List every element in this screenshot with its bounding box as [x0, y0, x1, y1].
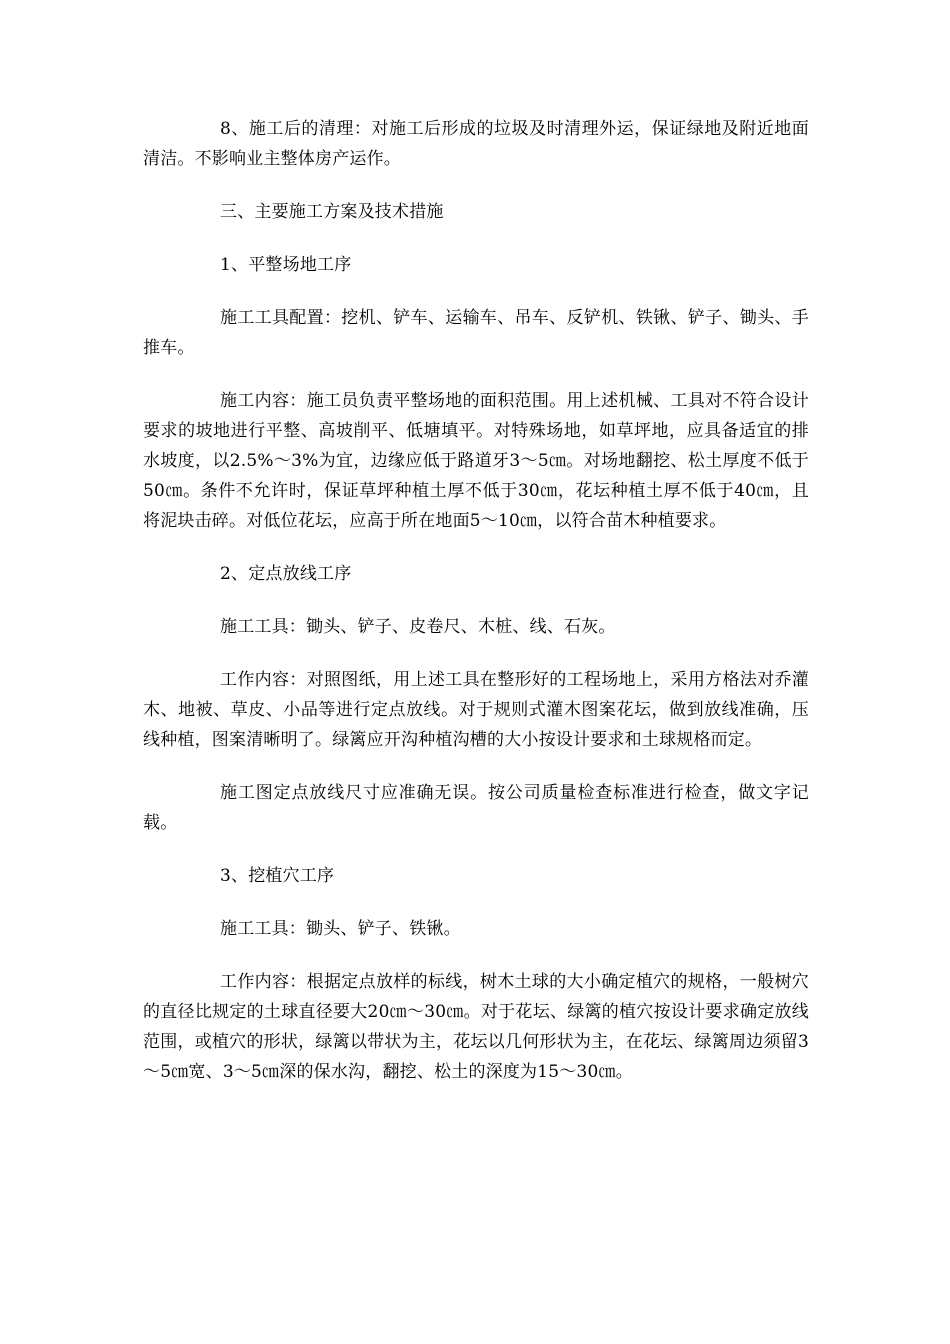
- subheading-site-leveling: 1、平整场地工序: [220, 255, 352, 275]
- paragraph-digging-content: 工作内容：根据定点放样的标线，树木土球的大小确定植穴的规格，一般树穴的直径比规定的土球直径要大20㎝～30㎝。对于花坛、绿篱的植穴按设计要求确定放线范围，或植穴的形状，绿篱以带状为主，花坛以几何形状为主，在花坛、绿篱周边须留3～5㎝宽、3～5㎝深的保水沟，翻挖、松土的深度为15～30㎝。: [143, 972, 809, 1082]
- paragraph-cleanup: 8、施工后的清理：对施工后形成的垃圾及时清理外运，保证绿地及附近地面清洁。不影响业主整体房产运作。: [143, 119, 809, 169]
- paragraph-leveling-content: 施工内容：施工员负责平整场地的面积范围。用上述机械、工具对不符合设计要求的坡地进行平整、高坡削平、低塘填平。对特殊场地，如草坪地，应具备适宜的排水坡度，以2.5%～3%为宜，边缘应低于路道牙3～5㎝。对场地翻挖、松土厚度不低于50㎝。条件不允许时，保证草坪种植土厚不低于30㎝，花坛种植土厚不低于40㎝，且将泥块击碎。对低位花坛，应高于所在地面5～10㎝，以符合苗木种植要求。: [143, 391, 809, 531]
- subheading-staking-out: 2、定点放线工序: [220, 564, 352, 584]
- paragraph-staking-accuracy: 施工图定点放线尺寸应准确无误。按公司质量检查标准进行检查，做文字记载。: [143, 783, 809, 833]
- paragraph-leveling-tools: 施工工具配置：挖机、铲车、运输车、吊车、反铲机、铁锹、铲子、锄头、手推车。: [143, 308, 809, 358]
- paragraph-digging-tools: 施工工具：锄头、铲子、铁锹。: [220, 919, 461, 939]
- paragraph-staking-content: 工作内容：对照图纸，用上述工具在整形好的工程场地上，采用方格法对乔灌木、地被、草皮、小品等进行定点放线。对于规则式灌木图案花坛，做到放线准确，压线种植，图案清晰明了。绿篱应开沟种植沟槽的大小按设计要求和土球规格而定。: [143, 670, 809, 750]
- section-heading-main-plan: 三、主要施工方案及技术措施: [220, 202, 444, 222]
- subheading-digging-pits: 3、挖植穴工序: [220, 866, 335, 886]
- paragraph-staking-tools: 施工工具：锄头、铲子、皮卷尺、木桩、线、石灰。: [220, 617, 616, 637]
- document-body: [143, 114, 809, 1110]
